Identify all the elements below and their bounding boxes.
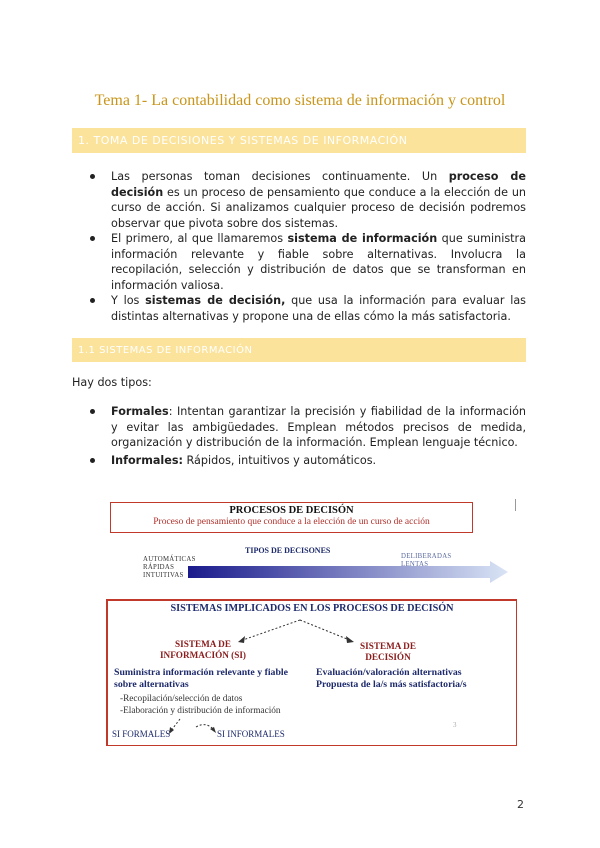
list-item: El primero, al que llamaremos sistema de información que suministra información relevante y fiable sobre alternativas. Involucra la recopilación, selección y distribución de datos que se transforman en información valiosa. — [86, 231, 526, 293]
decision-process-title: PROCESOS DE DECISÓN — [229, 505, 354, 516]
section-heading-2: 1.1 SISTEMAS DE INFORMACIÓN — [72, 338, 526, 362]
formal-si-label: SI FORMALES — [112, 729, 171, 739]
list-item: Y los sistemas de decisión, que usa la información para evaluar las distintas alternativas y propone una de ellas cómo la más satisfactoria. — [86, 293, 526, 324]
decision-process-subtitle: Proceso de pensamiento que conduce a la elección de un curso de acción — [153, 517, 430, 527]
information-system-title: SISTEMA DE INFORMACIÓN (SI) — [159, 639, 246, 660]
page-number: 2 — [517, 798, 524, 811]
section2-intro: Hay dos tipos: — [72, 376, 152, 389]
systems-box — [106, 599, 517, 746]
list-item: Informales: Rápidos, intuitivos y automáticos. — [86, 453, 526, 469]
informal-si-label: SI INFORMALES — [217, 729, 285, 739]
decision-system-description: Evaluación/valoración alternativas Propuesta de la/s más satisfactoria/s — [316, 667, 467, 690]
fast-decision-words: AUTOMÁTICAS RÁPIDAS INTUITIVAS — [143, 556, 196, 579]
information-system-description: Suministra información relevante y fiable sobre alternativas — [114, 667, 288, 690]
slide-mark: 3 — [453, 721, 457, 729]
list-item: Formales: Intentan garantizar la precisión y fiabilidad de la información y evitar las ambigüedades. Emplean métodos precisos de medida, organización y distribución de la información. Emplean lenguaje técnico. — [86, 404, 526, 451]
decision-spectrum-arrow — [188, 561, 508, 583]
list-item: Las personas toman decisiones continuamente. Un proceso de decisión es un proceso de pensamiento que conduce a la elección de un curso de acción. Si analizamos cualquier proceso de decisión podremos observar que pivota sobre dos sistemas. — [86, 169, 526, 231]
systems-box-title: SISTEMAS IMPLICADOS EN LOS PROCESOS DE DECISÓN — [170, 603, 454, 614]
information-system-tasks: -Recopilación/selección de datos -Elaboración y distribución de información — [120, 694, 281, 716]
slow-decision-words: DELIBERADAS LENTAS — [401, 553, 452, 568]
decision-system-title: SISTEMA DE DECISIÓN — [360, 641, 416, 662]
section-heading-1: 1. TOMA DE DECISIONES Y SISTEMAS DE INFORMACIÓN — [72, 128, 526, 153]
decision-types-label: TIPOS DE DECISONES — [245, 546, 331, 555]
page-title: Tema 1- La contabilidad como sistema de información y control — [94, 92, 506, 109]
